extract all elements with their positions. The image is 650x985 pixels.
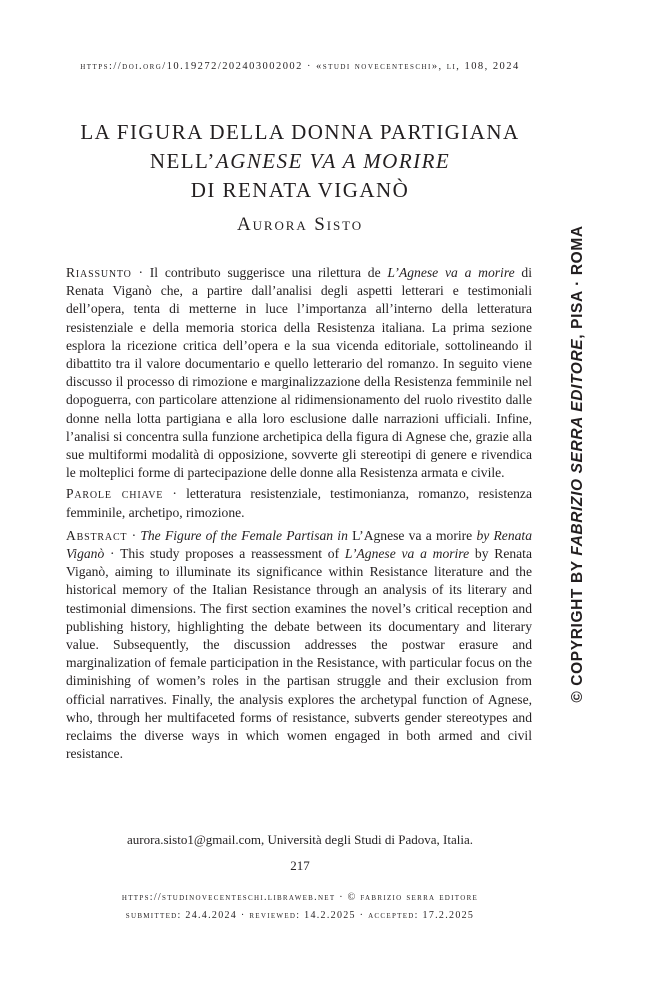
page-number: 217 [290, 858, 310, 873]
article-title [0, 118, 600, 205]
running-head: https://doi.org/10.19272/202403002002 · «studi novecenteschi», li, 108, 2024 [80, 61, 520, 72]
title-line-2 [0, 147, 600, 176]
author-name: Aurora Sisto [237, 214, 363, 235]
author-affiliation: aurora.sisto1@gmail.com, Università degli Studi di Padova, Italia. [127, 832, 473, 847]
footer-line-2: submitted: 24.4.2024 · reviewed: 14.2.2025 · accepted: 17.2.2025 [125, 910, 475, 921]
copyright-suffix: , PISA · ROMA [569, 225, 586, 339]
copyright-notice [569, 184, 587, 744]
abstract-label: Abstract [66, 527, 128, 543]
riassunto-sep: · [131, 265, 150, 280]
riassunto-paragraph [66, 264, 532, 482]
riassunto-text-after: di Renata Viganò che, a partire dall’analisi degli aspetti letterari e testimoniali dell’opera, tenta di metterne in luce l’importanza all’interno della letteratura resistenziale e della memoria storica della Resistenza italiana. La prima sezione esplora la ricezione critica dell’opera e la sua vicenda editoriale, sottolineando il dibattito tra il valore documentario e quello letterario del romanzo. In seguito viene discusso il processo di rimozione e marginalizzazione della Resistenza femminile nel dopoguerra, con particolare attenzione al ridimensionamento del ruolo rivestito dalle donne nella lotta partigiana e alla loro esclusione dalle narrazioni ufficiali. Infine, l’analisi si concentra sulla funzione archetipica della figura di Agnese che, grazie alla sue multiformi modalità di opposizione, sovverte gli stereotipi di genere e rivendica le molteplici forme di partecipazione delle donne alla Resistenza armata e civile. [66, 265, 532, 481]
abstract-paragraph [66, 527, 532, 764]
title-line-2-prefix: NELL’ [149, 149, 216, 173]
title-line-2-italic: AGNESE VA A MORIRE [215, 149, 451, 173]
riassunto-italic-title: L’Agnese va a morire [387, 265, 515, 280]
copyright-prefix: © COPYRIGHT BY [569, 555, 586, 703]
abstract-italic-title: L’Agnese va a morire [344, 546, 470, 562]
article-body [66, 264, 532, 766]
title-line-3: DI RENATA VIGANÒ [190, 178, 410, 202]
parole-chiave-sep: · [163, 486, 187, 502]
abstract-text-after: by Renata Viganò, aiming to illuminate its significance within Resistance literature and the historical memory of the Italian Resistance through an analysis of its literary and testimonial dimensions. The first section examines the novel’s critical reception and publishing history, highlighting the debate between its documentary and literary value. Subsequently, the discussion addresses the postwar erasure and marginalization of female participation in the Resistance, with particular focus on the diminishing of women’s roles in the partisan struggle and their exclusion from official narratives. Finally, the analysis explores the archetypal function of Agnese, who, through her multifaceted forms of resistance, subverts gender stereotypes and reclaims the diverse ways in which women engaged in both armed and civil resistance. [66, 546, 532, 762]
riassunto-text-before: Il contributo suggerisce una rilettura de [149, 265, 388, 280]
parole-chiave-label: Parole chiave [66, 486, 164, 502]
title-line-1: LA FIGURA DELLA DONNA PARTIGIANA [80, 120, 520, 144]
parole-chiave-text: letteratura resistenziale, testimonianza, romanzo, resistenza femminile, archetipo, rimozione. [66, 486, 532, 520]
abstract-title-italic-2: by Renata Viganò [66, 527, 533, 562]
abstract-title-roman: L’Agnese va a morire [347, 527, 477, 543]
abstract-title-italic-1: The Figure of the Female Partisan in [140, 527, 348, 543]
parole-chiave-paragraph [66, 485, 532, 521]
abstract-sep: · [127, 527, 141, 543]
abstract-text-before: This study proposes a reassessment of [120, 546, 345, 562]
copyright-publisher: FABRIZIO SERRA EDITORE [569, 338, 586, 556]
footer-line-1: https://studinovecenteschi.libraweb.net · © fabrizio serra editore [121, 892, 479, 903]
riassunto-label: Riassunto [66, 265, 132, 280]
abstract-sep-2: · [104, 546, 121, 562]
